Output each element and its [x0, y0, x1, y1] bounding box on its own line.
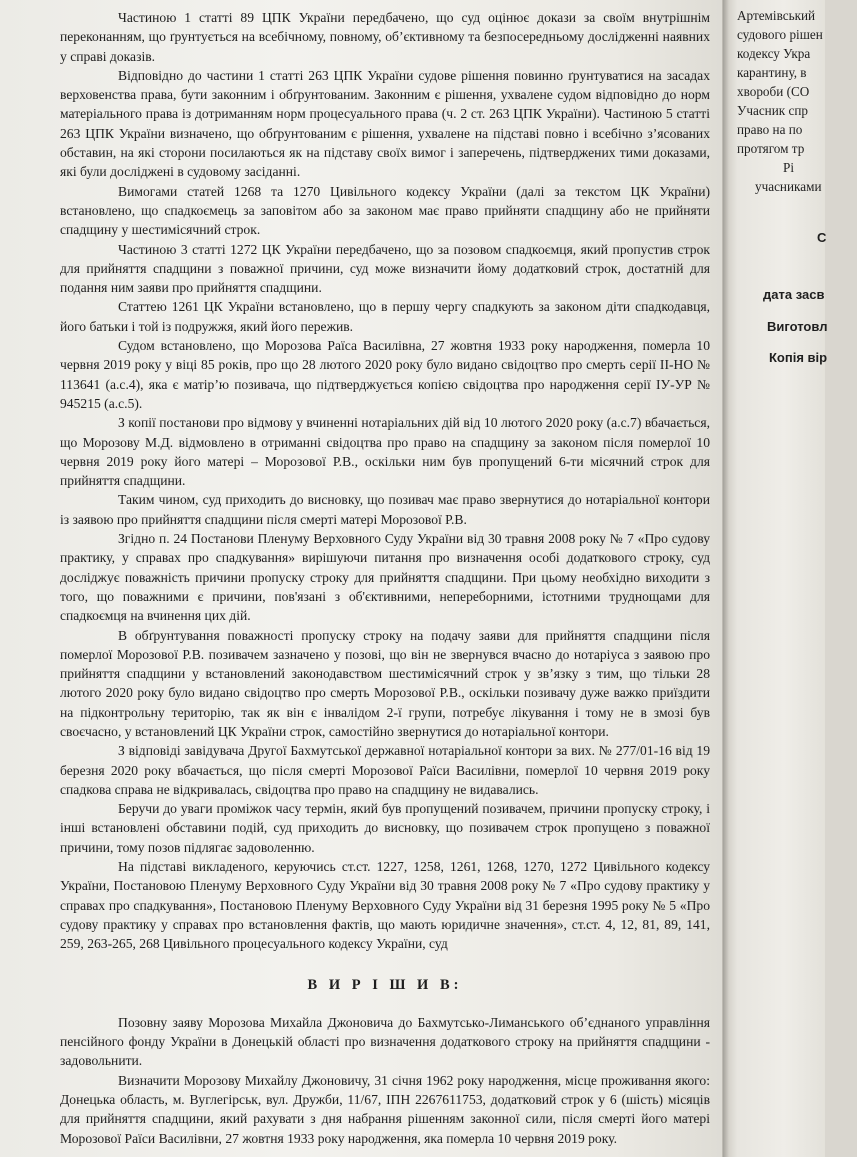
paragraph: Згідно п. 24 Постанови Пленуму Верховного Суду України від 30 травня 2008 року № 7 «Про судову практику, у справах про спадкування» вирішуючи питання про визначення особі додаткового строку, суд досліджує поважність причини пропуску строку для прийняття спадщини. При цьому необхідно виходити з того, що поважними є причини, пов'язані з об'єктивними, непереборними, істотними труднощами для спадкоємця на вчинення цих дій. [60, 531, 710, 624]
adjacent-line: Рі [783, 160, 794, 175]
paragraph: Частиною 1 статті 89 ЦПК України передбачено, що суд оцінює докази за своїм внутрішнім переконанням, що ґрунтується на всебічному, повному, об’єктивному та безпосередньому дослідженні наявних у справі доказів. [60, 10, 710, 64]
page-fold-shadow [723, 0, 729, 1157]
adjacent-line: Артемівський [737, 8, 816, 23]
decision-paragraph: Позовну заяву Морозова Михайла Джоновича до Бахмутсько-Лиманського об’єднаного управління пенсійного фонду України в Донецькій області про визначення додаткового строку на прийняття спадщини - задовольнити. [60, 1014, 710, 1069]
decision-paragraph: Визначити Морозову Михайлу Джоновичу, 31 січня 1962 року народження, місце проживання якого: Донецька область, м. Вуглегірськ, вул. Дружби, 11/67, ІПН 2267611753, додатковий строк у 6 (шість) місяців для прийняття спадщини, який рахувати з дня набрання рішенням законної сили, після смерті його матері Морозової Раїси Василівни, 27 жовтня 1933 року народження, яка померла 10 червня 2019 року. [60, 1072, 710, 1146]
adjacent-line: карантину, в [737, 65, 807, 80]
adjacent-line: Учасник спр [737, 103, 808, 118]
adjacent-footer-line: С [817, 230, 827, 245]
adjacent-page-text [737, 6, 857, 196]
adjacent-line: право на по [737, 122, 803, 137]
adjacent-line: кодексу Укра [737, 46, 811, 61]
paragraph: Частиною 3 статті 1272 ЦК України передбачено, що за позовом спадкоємця, який пропустив строк для прийняття спадщини з поважної причини, суд може визначити йому додатковий строк, достатній для подання ним заяви про прийняття спадщини. [60, 241, 710, 296]
adjacent-line: протягом тр [737, 141, 805, 156]
paragraph: З відповіді завідувача Другої Бахмутської державної нотаріальної контори за вих. № 277/01-16 від 19 березня 2020 року вбачається, що після смерті Морозової Раїси Василівни, померлої 10 червня 2019 року спадкова справа не відкривалась, свідоцтва про право на спадщину не видавались. [60, 743, 710, 797]
adjacent-page [722, 0, 828, 1157]
adjacent-line: хвороби (СО [737, 84, 810, 99]
paragraph: На підставі викладеного, керуючись ст.ст. 1227, 1258, 1261, 1268, 1270, 1272 Цивільного кодексу України, Постановою Пленуму Верховного Суду України від 30 травня 2008 року № 7 «Про судову практику у справах про спадкування», Постановою Пленуму Верховного Суду України від 31 березня 1995 року № 5 «Про судову практику у справах про встановлення фактів, що мають юридичне значення», ст.ст. 4, 12, 81, 89, 141, 259, 263-265, 268 Цивільного процесуального кодексу України, суд [60, 859, 710, 952]
adjacent-footer-line: Виготовл [767, 319, 828, 334]
decision-heading: В И Р І Ш И В: [307, 976, 463, 993]
paragraph: В обґрунтування поважності пропуску строку на подачу заяви для прийняття спадщини після померлої Морозової Р.В. позивачем зазначено у позові, що він не звернувся вчасно до нотаріуса з заявою про прийняття спадщини у встановлений законодавством шестимісячний строк у зв’язку з тим, що тільки 28 лютого 2020 року було видано свідоцтво про смерть Морозової Р.В., оскільки позивачу дуже важко приїздити на підконтрольну територію, так як він є інвалідом 2-ї групи, потребує лікування і тому не в змозі був своєчасно, у встановлений ЦК України строк, самостійно звернутися до нотаріальної контори. [60, 627, 710, 739]
adjacent-footer-line: дата засв [763, 287, 825, 302]
document-body [60, 8, 710, 1148]
paragraph: Таким чином, суд приходить до висновку, що позивач має право звернутися до нотаріальної контори із заявою про прийняття спадщини після смерті матері Морозової Р.В. [60, 492, 710, 527]
paragraph: Вимогами статей 1268 та 1270 Цивільного кодексу України (далі за текстом ЦК України) встановлено, що спадкоємець за заповітом або за законом має право прийняти спадщину або не прийняти спадщину у шестимісячний строк. [60, 183, 710, 238]
paragraph: З копії постанови про відмову у вчиненні нотаріальних дій від 10 лютого 2020 року (а.с.7) вбачається, що Морозову М.Д. відмовлено в отриманні свідоцтва про право на спадщину за законом після померлої 10 червня 2019 року його матері – Морозової Р.В., оскільки ним був пропущений 6-ти місячний строк для прийняття спадщини. [60, 415, 710, 489]
adjacent-line: судового рішен [737, 27, 823, 42]
paragraph: Статтею 1261 ЦК України встановлено, що в першу чергу спадкують за законом діти спадкодавця, його батьки і той із подружжя, який його пережив. [60, 299, 710, 334]
paragraph: Судом встановлено, що Морозова Раїса Василівна, 27 жовтня 1933 року народження, померла 10 червня 2019 року у віці 85 років, про що 28 лютого 2020 року було видано свідоцтво про смерть серії ІІ-НО № 113641 (а.с.4), яка є матір’ю позивача, що підтверджується копією свідоцтва про народження серії ІУ-УР № 945215 (а.с.5). [60, 338, 710, 411]
paragraph: Беручи до уваги проміжок часу термін, який був пропущений позивачем, причини пропуску строку, і інші встановлені обставини подій, суд приходить до висновку, що позивачем строк пропущено з поважної причини, тому позов підлягає задоволенню. [60, 801, 710, 855]
adjacent-line: учасниками [755, 179, 822, 194]
adjacent-footer-line: Копія вір [769, 350, 828, 365]
paragraph: Відповідно до частини 1 статті 263 ЦПК України судове рішення повинно ґрунтуватися на засадах верховенства права, бути законним і обґрунтованим. Законним є рішення, ухвалене судом відповідно до норм матеріального права із дотриманням норм процесуального права (ч. 2 ст. 263 ЦПК України). Частиною 5 статті 263 ЦПК України визначено, що обґрунтованим є рішення, ухвалене на підставі повно і всебічно з’ясованих обставин, на які сторони посилаються як на підставу своїх вимог і заперечень, підтверджених тими доказами, які були досліджені в судовому засіданні. [60, 67, 710, 180]
